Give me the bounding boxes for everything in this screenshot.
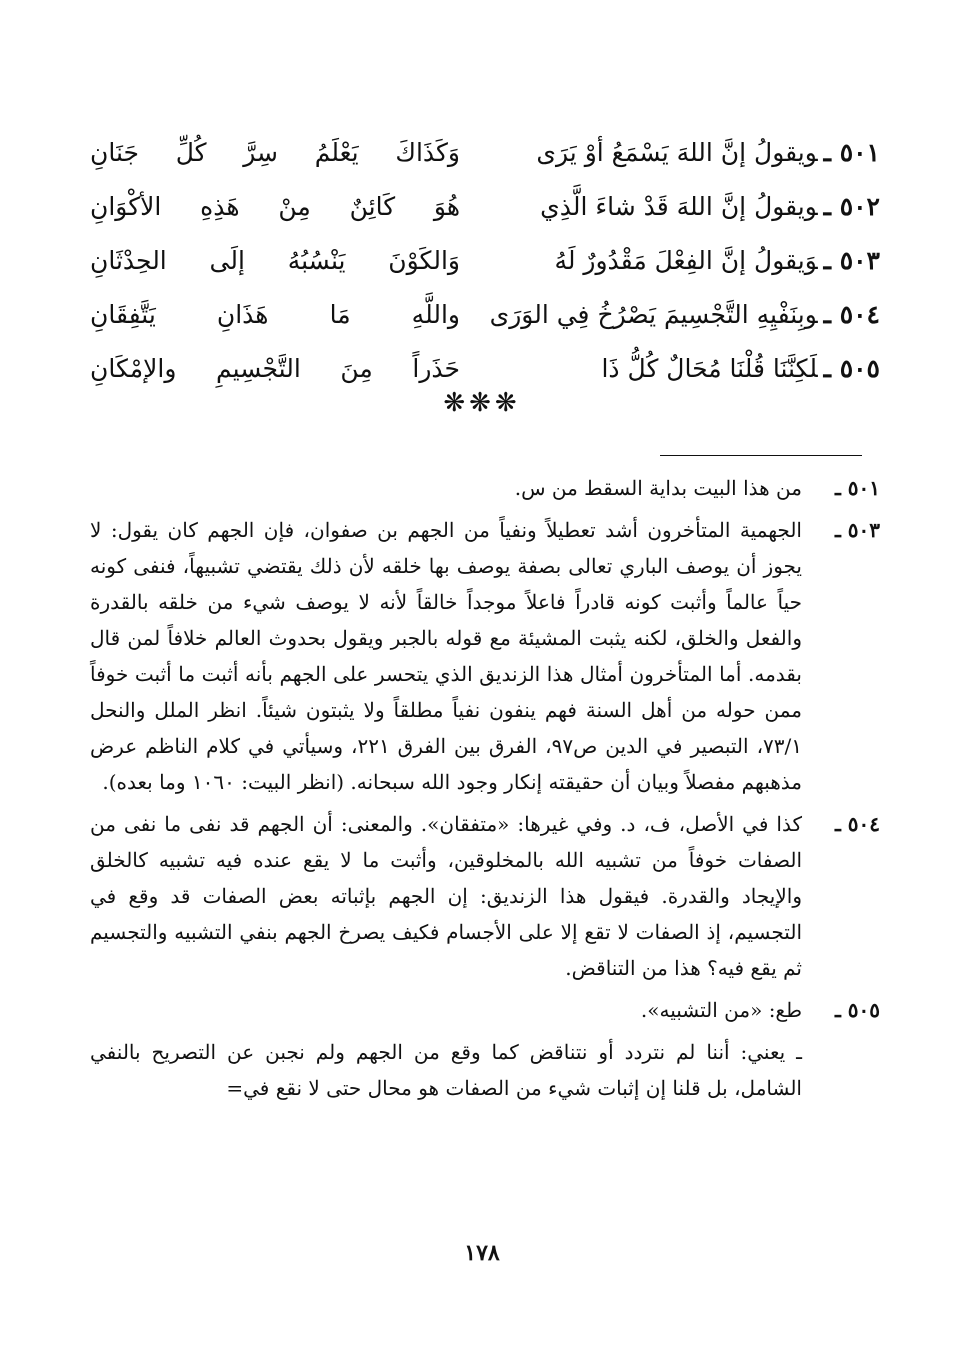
footnote-number: ٥٠١ ـ bbox=[834, 476, 880, 500]
verse-first-hemistich bbox=[510, 349, 880, 389]
page-number: ١٧٨ bbox=[464, 1240, 500, 1266]
footnote-text: من هذا البيت بداية السقط من س. bbox=[514, 476, 802, 500]
footnote-text: كذا في الأصل، ف، د. وفي غيرها: «متفقان». والمعنى: أن الجهم قد نفى ما نفى من الصفات خوفاً من تشبيه الله بالمخلوقين، وأثبت ما لا يقع عنده فيه تشبيه كالخلق والإيجاد والقدرة. فيقول هذا الزنديق: إن الجهم بإثباته بعض الصفات قد وقع في التجسيم، إذ الصفات لا تقع إلا على الأجسام فكيف يصرخ الجهم بنفي التشبيه والتجسيم ثم يقع فيه؟ هذا من التناقض. bbox=[90, 812, 802, 980]
verse-first-text: ويقولُ إنَّ اللهَ قَدْ شاءَ الَّذِي bbox=[540, 192, 818, 221]
footnote-text: الجهمية المتأخرون أشد تعطيلاً ونفياً من الجهم بن صفوان، فإن الجهم كان يقول: لا يجوز أن يوصف الباري تعالى بصفة يوصف بها خلقه لأن ذلك يقتضي تشبيهاً، فنفى كونه حياً عالماً وأثبت كونه قادراً فاعلاً موجداً خالقاً لأنه لا يوصف شيء من خلقه بالقدرة والفعل والخلق، لكنه يثبت المشيئة مع قوله بالجبر ويقول بحدوث العالم خلافاً لمن قال بقدمه. أما المتأخرون أمثال هذا الزنديق الذي يتحسر على الجهم بأنه أثبت ما أثبت خوفاً ممن حوله من أهل السنة فهم ينفون نفياً مطلقاً ولا يثبتون شيئاً. انظر الملل والنحل ٧٣/١، التبصير في الدين ص٩٧، الفرق بين الفرق ٢٢١، وسيأتي في كلام الناظم عرض مذهبهم مفصلاً وبيان أن حقيقته إنكار وجود الله سبحانه. (انظر البيت: ١٠٦٠ وما بعده). bbox=[90, 518, 802, 794]
verse-line bbox=[90, 180, 880, 234]
section-ornament: ❋❋❋ bbox=[443, 388, 521, 418]
verse-number: ٥٠٥ ـ bbox=[823, 354, 880, 383]
footnote-number: ٥٠٥ ـ bbox=[834, 998, 880, 1022]
verse-first-text: وبِنَفْيِهِ التَّجْسِيمَ يَصْرُخُ فِي الوَرَى bbox=[489, 300, 818, 329]
verse-line bbox=[90, 126, 880, 180]
verse-second-hemistich: حَذَراً مِنَ التَّجْسِيمِ والإمْكَانِ bbox=[90, 354, 460, 383]
verse-line bbox=[90, 288, 880, 342]
footnotes-block bbox=[90, 470, 880, 1112]
verse-first-hemistich bbox=[510, 241, 880, 281]
verse-second-hemistich: وَالكَوْنَ يَنْسُبُهُ إلَى الحِدْثَانِ bbox=[90, 246, 460, 275]
verse-second-hemistich: واللَّهِ مَا هَذَانِ يَتَّفِقَانِ bbox=[90, 300, 460, 329]
footnote-number: ٥٠٣ ـ bbox=[834, 518, 880, 542]
verse-line bbox=[90, 234, 880, 288]
footnote bbox=[90, 470, 880, 506]
verse-number: ٥٠٢ ـ bbox=[823, 192, 880, 221]
verse-first-text: ويقولُ إنَّ اللهَ يَسْمَعُ أوْ يَرَى bbox=[536, 138, 818, 167]
verse-first-hemistich bbox=[489, 295, 880, 335]
verse-number: ٥٠١ ـ bbox=[823, 138, 880, 167]
footnote bbox=[90, 806, 880, 986]
footnote-number: ٥٠٤ ـ bbox=[834, 812, 880, 836]
verse-number: ٥٠٤ ـ bbox=[823, 300, 880, 329]
footnote-continuation bbox=[90, 1034, 880, 1106]
footnote-text: طع: «من التشبيه». bbox=[640, 998, 802, 1022]
footnote-separator bbox=[660, 455, 862, 456]
verse-first-text: وَيقولُ إنَّ الفِعْلَ مَقْدُورٌ لَهُ bbox=[554, 246, 818, 275]
footnote bbox=[90, 512, 880, 800]
verse-first-hemistich bbox=[510, 187, 880, 227]
footnote-number bbox=[802, 1034, 880, 1106]
verse-first-text: لَكِنَّنَا قُلْنَا مُحَالٌ كُلُّ ذَا bbox=[601, 354, 818, 383]
poem-block bbox=[90, 126, 880, 396]
verse-number: ٥٠٣ ـ bbox=[823, 246, 880, 275]
verse-second-hemistich: هُوَ كَائِنٌ مِنْ هَذِهِ الأكْوَانِ bbox=[90, 192, 460, 221]
footnote bbox=[90, 992, 880, 1028]
footnote-text: ـ يعني: أننا لم نتردد أو نتناقض كما وقع من الجهم ولم نجبن عن التصريح بالنفي الشامل، بل قلنا إن إثبات شيء من الصفات هو محال حتى لا نقع في= bbox=[90, 1040, 802, 1100]
verse-second-hemistich: وَكَذَاكَ يَعْلَمُ سِرَّ كُلِّ جَنَانِ bbox=[90, 138, 460, 167]
verse-first-hemistich bbox=[510, 133, 880, 173]
